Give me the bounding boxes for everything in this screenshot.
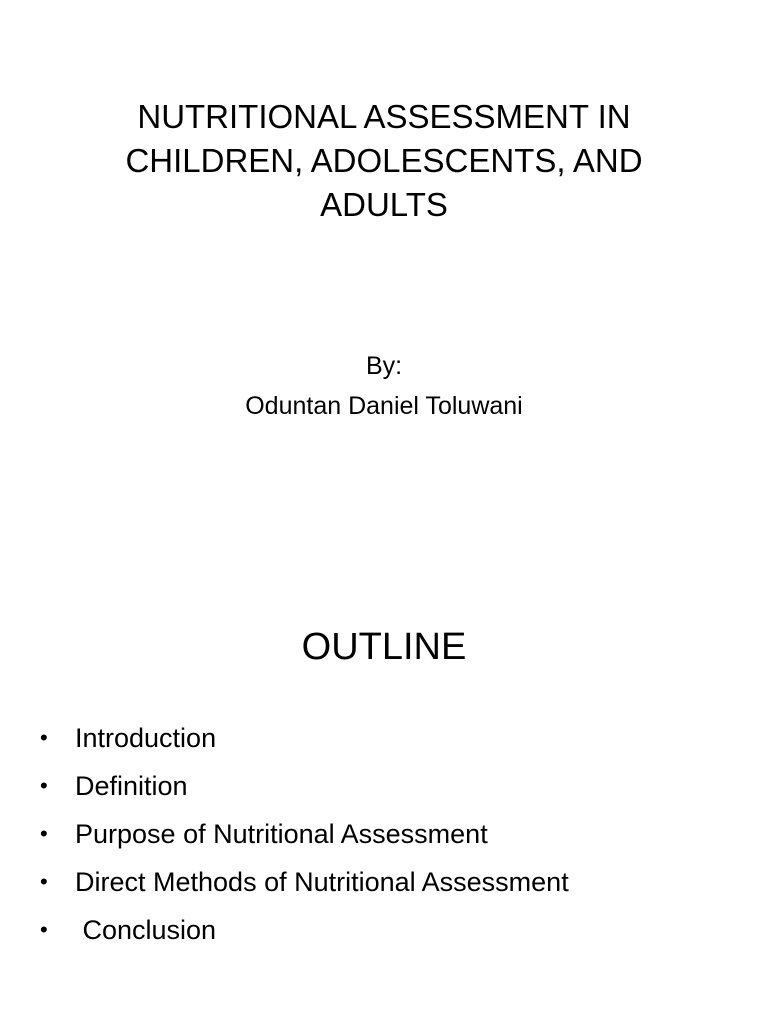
author-name: Oduntan Daniel Toluwani <box>245 392 523 420</box>
bullet-icon: • <box>40 821 48 846</box>
list-item <box>40 810 740 858</box>
list-item <box>40 714 740 762</box>
list-item <box>40 762 740 810</box>
outline-heading: OUTLINE <box>301 626 467 668</box>
list-item-text: Introduction <box>75 722 217 753</box>
list-item-text: Direct Methods of Nutritional Assessment <box>75 866 569 897</box>
by-label: By: <box>365 352 403 380</box>
title-line: CHILDREN, ADOLESCENTS, AND <box>125 142 643 179</box>
outline-list <box>40 714 740 954</box>
presentation-title <box>40 95 728 227</box>
bullet-icon: • <box>40 773 48 798</box>
list-item <box>40 858 740 906</box>
title-line: NUTRITIONAL ASSESSMENT IN <box>137 98 631 135</box>
list-item-text: Definition <box>75 770 188 801</box>
title-line: ADULTS <box>320 186 448 223</box>
outline-slide <box>0 576 768 1024</box>
list-item-text: Conclusion <box>75 914 217 945</box>
bullet-icon: • <box>40 917 48 942</box>
author-block <box>40 346 728 426</box>
bullet-icon: • <box>40 725 48 750</box>
list-item <box>40 906 740 954</box>
bullet-icon: • <box>40 869 48 894</box>
list-item-text: Purpose of Nutritional Assessment <box>75 818 488 849</box>
